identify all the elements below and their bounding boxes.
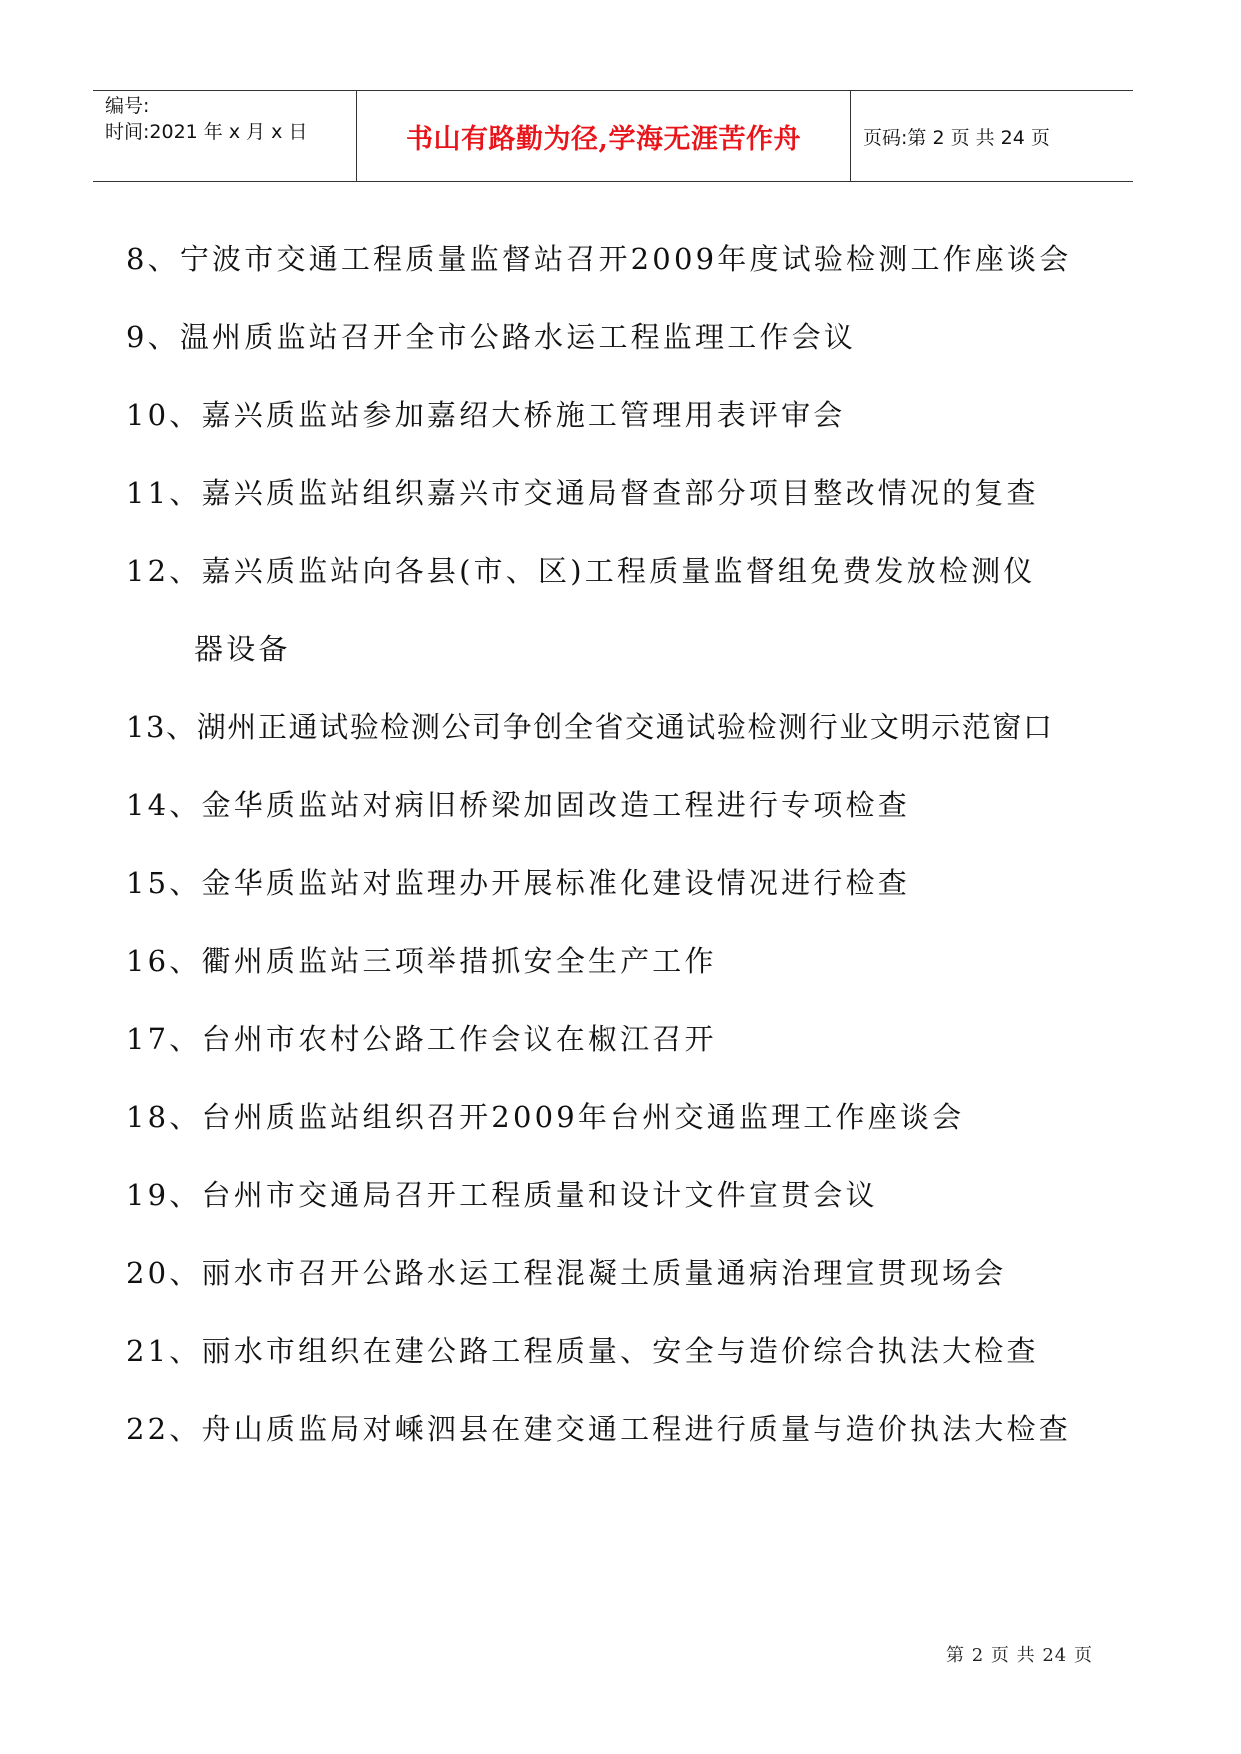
header-page-number: 页码:第 2 页 共 24 页 bbox=[863, 126, 1050, 149]
item-list bbox=[126, 220, 1126, 1468]
header-motto: 书山有路勤为径,学海无涯苦作舟 bbox=[406, 123, 801, 155]
list-item: 10、嘉兴质监站参加嘉绍大桥施工管理用表评审会 bbox=[126, 398, 846, 432]
list-item: 8、宁波市交通工程质量监督站召开2009年度试验检测工作座谈会 bbox=[126, 242, 1072, 276]
document-time-label: 时间:2021 年 x 月 x 日 bbox=[105, 121, 308, 143]
list-item: 13、湖州正通试验检测公司争创全省交通试验检测行业文明示范窗口 bbox=[126, 710, 1054, 744]
list-item: 18、台州质监站组织召开2009年台州交通监理工作座谈会 bbox=[126, 1100, 965, 1134]
list-item: 21、丽水市组织在建公路工程质量、安全与造价综合执法大检查 bbox=[126, 1334, 1039, 1368]
list-item: 11、嘉兴质监站组织嘉兴市交通局督查部分项目整改情况的复查 bbox=[126, 476, 1039, 510]
list-item: 17、台州市农村公路工作会议在椒江召开 bbox=[126, 1022, 717, 1056]
page-footer: 第 2 页 共 24 页 bbox=[946, 1645, 1093, 1666]
page-header bbox=[93, 90, 1133, 182]
list-item: 14、金华质监站对病旧桥梁加固改造工程进行专项检查 bbox=[126, 788, 910, 822]
list-item: 20、丽水市召开公路水运工程混凝土质量通病治理宣贯现场会 bbox=[126, 1256, 1007, 1290]
document-number-label: 编号: bbox=[105, 95, 150, 117]
header-page-cell bbox=[851, 91, 1133, 181]
list-item: 22、舟山质监局对嵊泗县在建交通工程进行质量与造价执法大检查 bbox=[126, 1412, 1071, 1446]
list-item: 16、衢州质监站三项举措抓安全生产工作 bbox=[126, 944, 717, 978]
header-meta bbox=[93, 91, 357, 181]
list-item: 9、温州质监站召开全市公路水运工程监理工作会议 bbox=[126, 320, 857, 354]
list-item-continuation bbox=[126, 610, 1126, 688]
list-item: 12、嘉兴质监站向各县(市、区)工程质量监督组免费发放检测仪 bbox=[126, 554, 1036, 588]
list-item: 19、台州市交通局召开工程质量和设计文件宣贯会议 bbox=[126, 1178, 878, 1212]
header-motto-cell bbox=[357, 91, 851, 181]
list-item: 15、金华质监站对监理办开展标准化建设情况进行检查 bbox=[126, 866, 910, 900]
list-item-continuation-text: 器设备 bbox=[194, 632, 291, 666]
